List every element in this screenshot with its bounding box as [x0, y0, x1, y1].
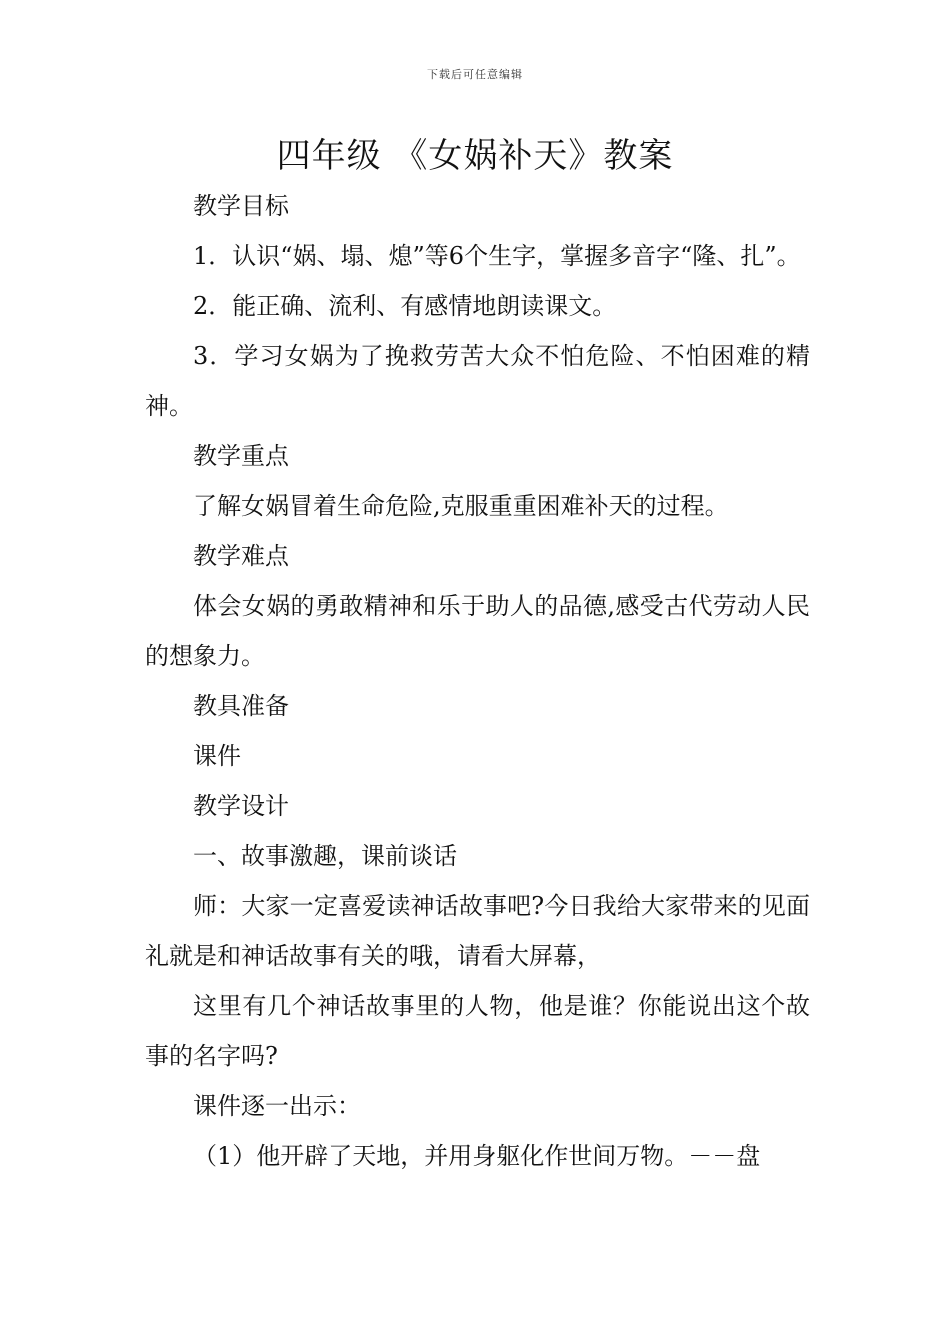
paragraph: 了解女娲冒着生命危险,克服重重困难补天的过程。 — [193, 492, 729, 520]
paragraph: 1．认识“娲、塌、熄”等6个生字，掌握多音字“隆、扎”。 — [193, 242, 801, 270]
paragraph: 课件 — [193, 742, 241, 770]
paragraph: （1）他开辟了天地，并用身躯化作世间万物。－－盘 — [193, 1142, 761, 1170]
document-title: 四年级 《女娲补天》教案 — [276, 136, 674, 176]
document-body — [145, 181, 810, 1181]
paragraph: 这里有几个神话故事里的人物，他是谁？你能说出这个故事的名字吗? — [145, 992, 810, 1070]
paragraph: 教学设计 — [193, 792, 289, 820]
paragraph: 3．学习女娲为了挽救劳苦大众不怕危险、不怕困难的精神。 — [145, 342, 810, 420]
paragraph: 教学目标 — [193, 192, 289, 220]
paragraph: 2．能正确、流利、有感情地朗读课文。 — [193, 292, 617, 320]
paragraph: 教学难点 — [193, 542, 289, 570]
header-note: 下载后可任意编辑 — [427, 68, 523, 81]
paragraph: 课件逐一出示： — [193, 1092, 361, 1120]
paragraph: 教具准备 — [193, 692, 289, 720]
paragraph: 体会女娲的勇敢精神和乐于助人的品德,感受古代劳动人民的想象力。 — [145, 592, 810, 670]
paragraph: 师：大家一定喜爱读神话故事吧?今日我给大家带来的见面礼就是和神话故事有关的哦，请看大屏幕， — [145, 892, 810, 970]
paragraph: 一、故事激趣，课前谈话 — [193, 842, 457, 870]
paragraph: 教学重点 — [193, 442, 289, 470]
